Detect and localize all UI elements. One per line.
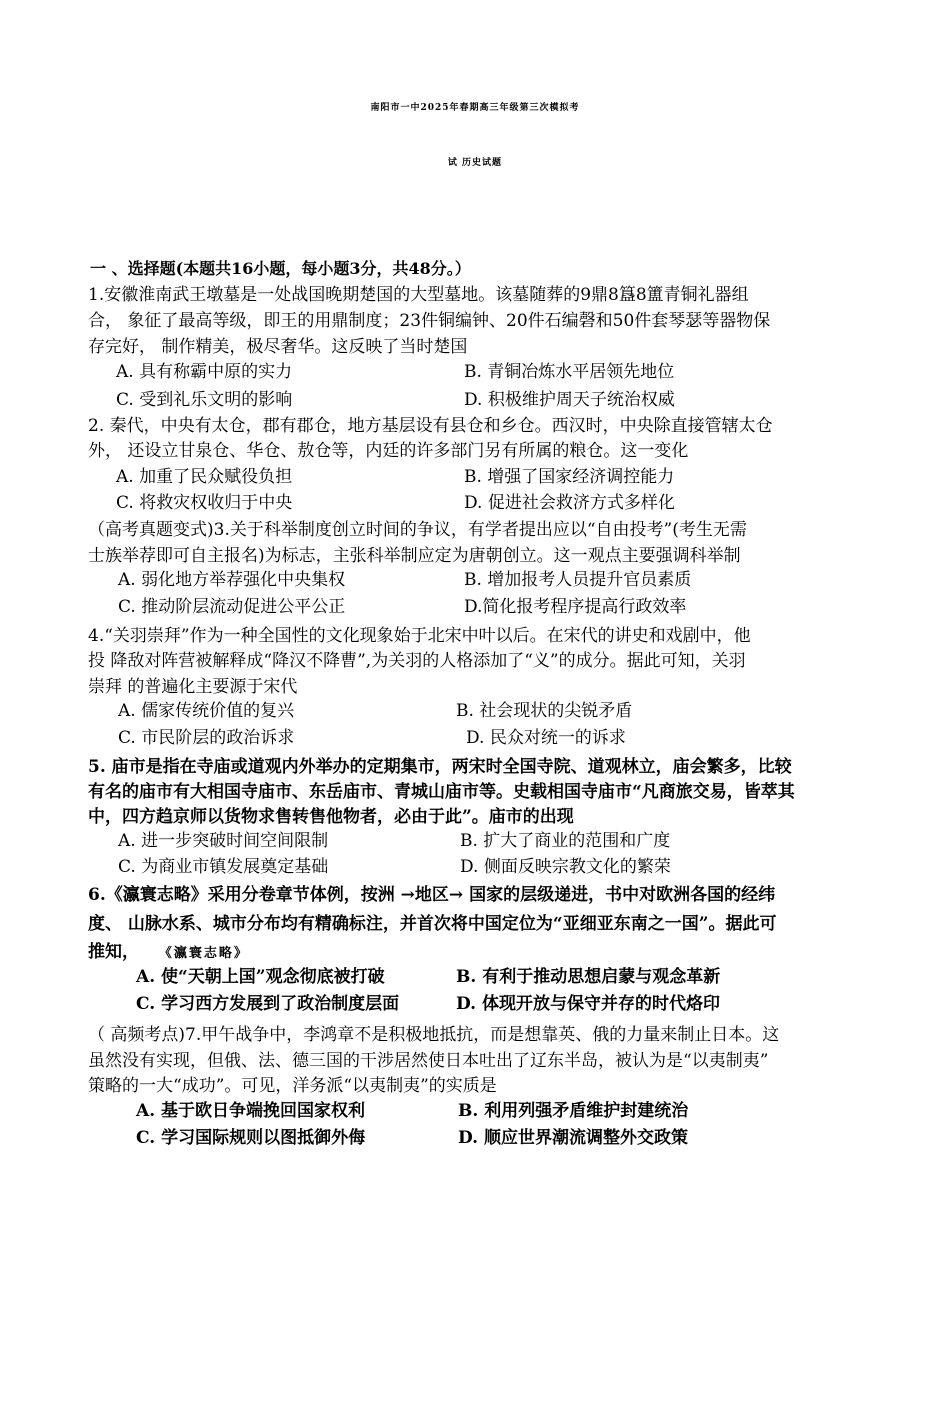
- q1-stem-line1: 1.安徽淮南武王墩墓是一处战国晚期楚国的大型墓地。该墓随葬的9鼎8簋8簠青铜礼器组: [88, 285, 749, 305]
- q2-option-c: C. 将救灾权收归于中央: [116, 493, 293, 513]
- q6-stem-line3: [88, 941, 249, 965]
- q1-option-c: C. 受到礼乐文明的影响: [116, 390, 293, 410]
- q3-option-b: B. 增加报考人员提升官员素质: [464, 570, 692, 590]
- q3-stem-line2: 士族举荐即可自主报名)为标志，主张科举制应定为唐朝创立。这一观点主要强调科举制: [88, 546, 741, 566]
- q6-option-c: C. 学习西方发展到了政治制度层面: [136, 994, 400, 1014]
- exam-title-line2: 试 历史试题: [447, 158, 503, 168]
- q1-stem-line3: 存完好， 制作精美，极尽奢华。这反映了当时楚国: [88, 337, 468, 357]
- q5-stem-line2: 有名的庙市有大相国寺庙市、东岳庙市、青城山庙市等。史载相国寺庙市“凡商旅交易，皆萃其: [88, 782, 795, 802]
- q4-option-d: D. 民众对统一的诉求: [466, 728, 626, 748]
- q6-option-a: A. 使“天朝上国”观念彻底被打破: [136, 967, 385, 987]
- q5-stem-line1: 5. 庙市是指在寺庙或道观内外举办的定期集市，两宋时全国寺院、道观林立，庙会繁多，比较: [88, 757, 792, 777]
- q1-option-b: B. 青铜冶炼水平居领先地位: [464, 362, 675, 382]
- q6-book-title: 《瀛寰志略》: [158, 946, 249, 961]
- q5-stem-line3: 中，四方趋京师以货物求售转售他物者，必由于此”。庙市的出现: [88, 807, 574, 827]
- q7-stem-line3: 策略的一大“成功”。可见，洋务派“以夷制夷”的实质是: [88, 1076, 497, 1096]
- q1-stem-line2: 合， 象征了最高等级，即王的用鼎制度；23件铜编钟、20件石编磬和50件套琴瑟等器物保: [88, 311, 771, 331]
- q5-option-d: D. 侧面反映宗教文化的繁荣: [460, 857, 671, 877]
- q6-option-d: D. 体现开放与保守并存的时代烙印: [456, 994, 720, 1014]
- q7-stem-line2: 虽然没有实现，但俄、法、德三国的干涉居然使日本吐出了辽东半岛，被认为是“以夷制夷”: [88, 1051, 769, 1071]
- q7-option-d: D. 顺应世界潮流调整外交政策: [458, 1128, 688, 1148]
- q4-stem-line3: 崇拜 的普遍化主要源于宋代: [88, 677, 298, 697]
- q5-option-c: C. 为商业市镇发展奠定基础: [118, 857, 329, 877]
- q3-option-c: C. 推动阶层流动促进公平公正: [118, 597, 346, 617]
- q2-stem-line2: 外， 还设立甘泉仓、华仓、敖仓等，内廷的许多部门另有所属的粮仓。这一变化: [88, 441, 689, 461]
- q3-option-a: A. 弱化地方举荐强化中央集权: [118, 570, 346, 590]
- q7-option-c: C. 学习国际规则以图抵御外侮: [136, 1128, 366, 1148]
- q4-option-c: C. 市民阶层的政治诉求: [118, 728, 295, 748]
- q4-option-a: A. 儒家传统价值的复兴: [118, 701, 295, 721]
- q1-option-a: A. 具有称霸中原的实力: [116, 362, 293, 382]
- q1-option-d: D. 积极维护周天子统治权威: [464, 390, 675, 410]
- q7-option-a: A. 基于欧日争端挽回国家权利: [136, 1101, 366, 1121]
- q4-stem-line1: 4.“关羽崇拜”作为一种全国性的文化现象始于北宋中叶以后。在宋代的讲史和戏剧中，他: [88, 626, 751, 646]
- q5-option-a: A. 进一步突破时间空间限制: [118, 831, 329, 851]
- q6-stem-line1: 6.《瀛寰志略》采用分卷章节体例，按洲 →地区→ 国家的层级递进，书中对欧洲各国的经纬: [88, 885, 776, 905]
- section-heading: 一 、选择题(本题共16小题，每小题3分，共48分。）: [90, 259, 471, 278]
- q3-stem-line1: （高考真题变式)3.关于科举制度创立时间的争议，有学者提出应以“自由投考”(考生无需: [88, 520, 747, 540]
- q6-option-b: B. 有利于推动思想启蒙与观念革新: [456, 967, 721, 987]
- q6-stem-line3-text: 推知，: [88, 942, 139, 962]
- exam-title-line1: 南阳市一中2025年春期高三年级第三次模拟考: [370, 103, 580, 113]
- q3-option-d: D.简化报考程序提高行政效率: [464, 597, 687, 617]
- q4-stem-line2: 投 降敌对阵营被解释成“降汉不降曹”,为关羽的人格添加了“义”的成分。据此可知，关羽: [88, 651, 746, 671]
- q6-stem-line2: 度、 山脉水系、城市分布均有精确标注，并首次将中国定位为“亚细亚东南之一国”。据此可: [88, 914, 777, 934]
- q5-option-b: B. 扩大了商业的范围和广度: [460, 831, 671, 851]
- q2-stem-line1: 2. 秦代，中央有太仓，郡有郡仓，地方基层设有县仓和乡仓。西汉时，中央除直接管辖太仓: [88, 416, 773, 436]
- q2-option-b: B. 增强了国家经济调控能力: [464, 467, 675, 487]
- q2-option-a: A. 加重了民众赋役负担: [116, 467, 293, 487]
- q2-option-d: D. 促进社会救济方式多样化: [464, 493, 675, 513]
- q7-stem-line1: （ 高频考点)7.甲午战争中，李鸿章不是积极地抵抗，而是想靠英、俄的力量来制止日本。这: [88, 1025, 780, 1045]
- q7-option-b: B. 利用列强矛盾维护封建统治: [458, 1101, 689, 1121]
- q4-option-b: B. 社会现状的尖锐矛盾: [456, 701, 633, 721]
